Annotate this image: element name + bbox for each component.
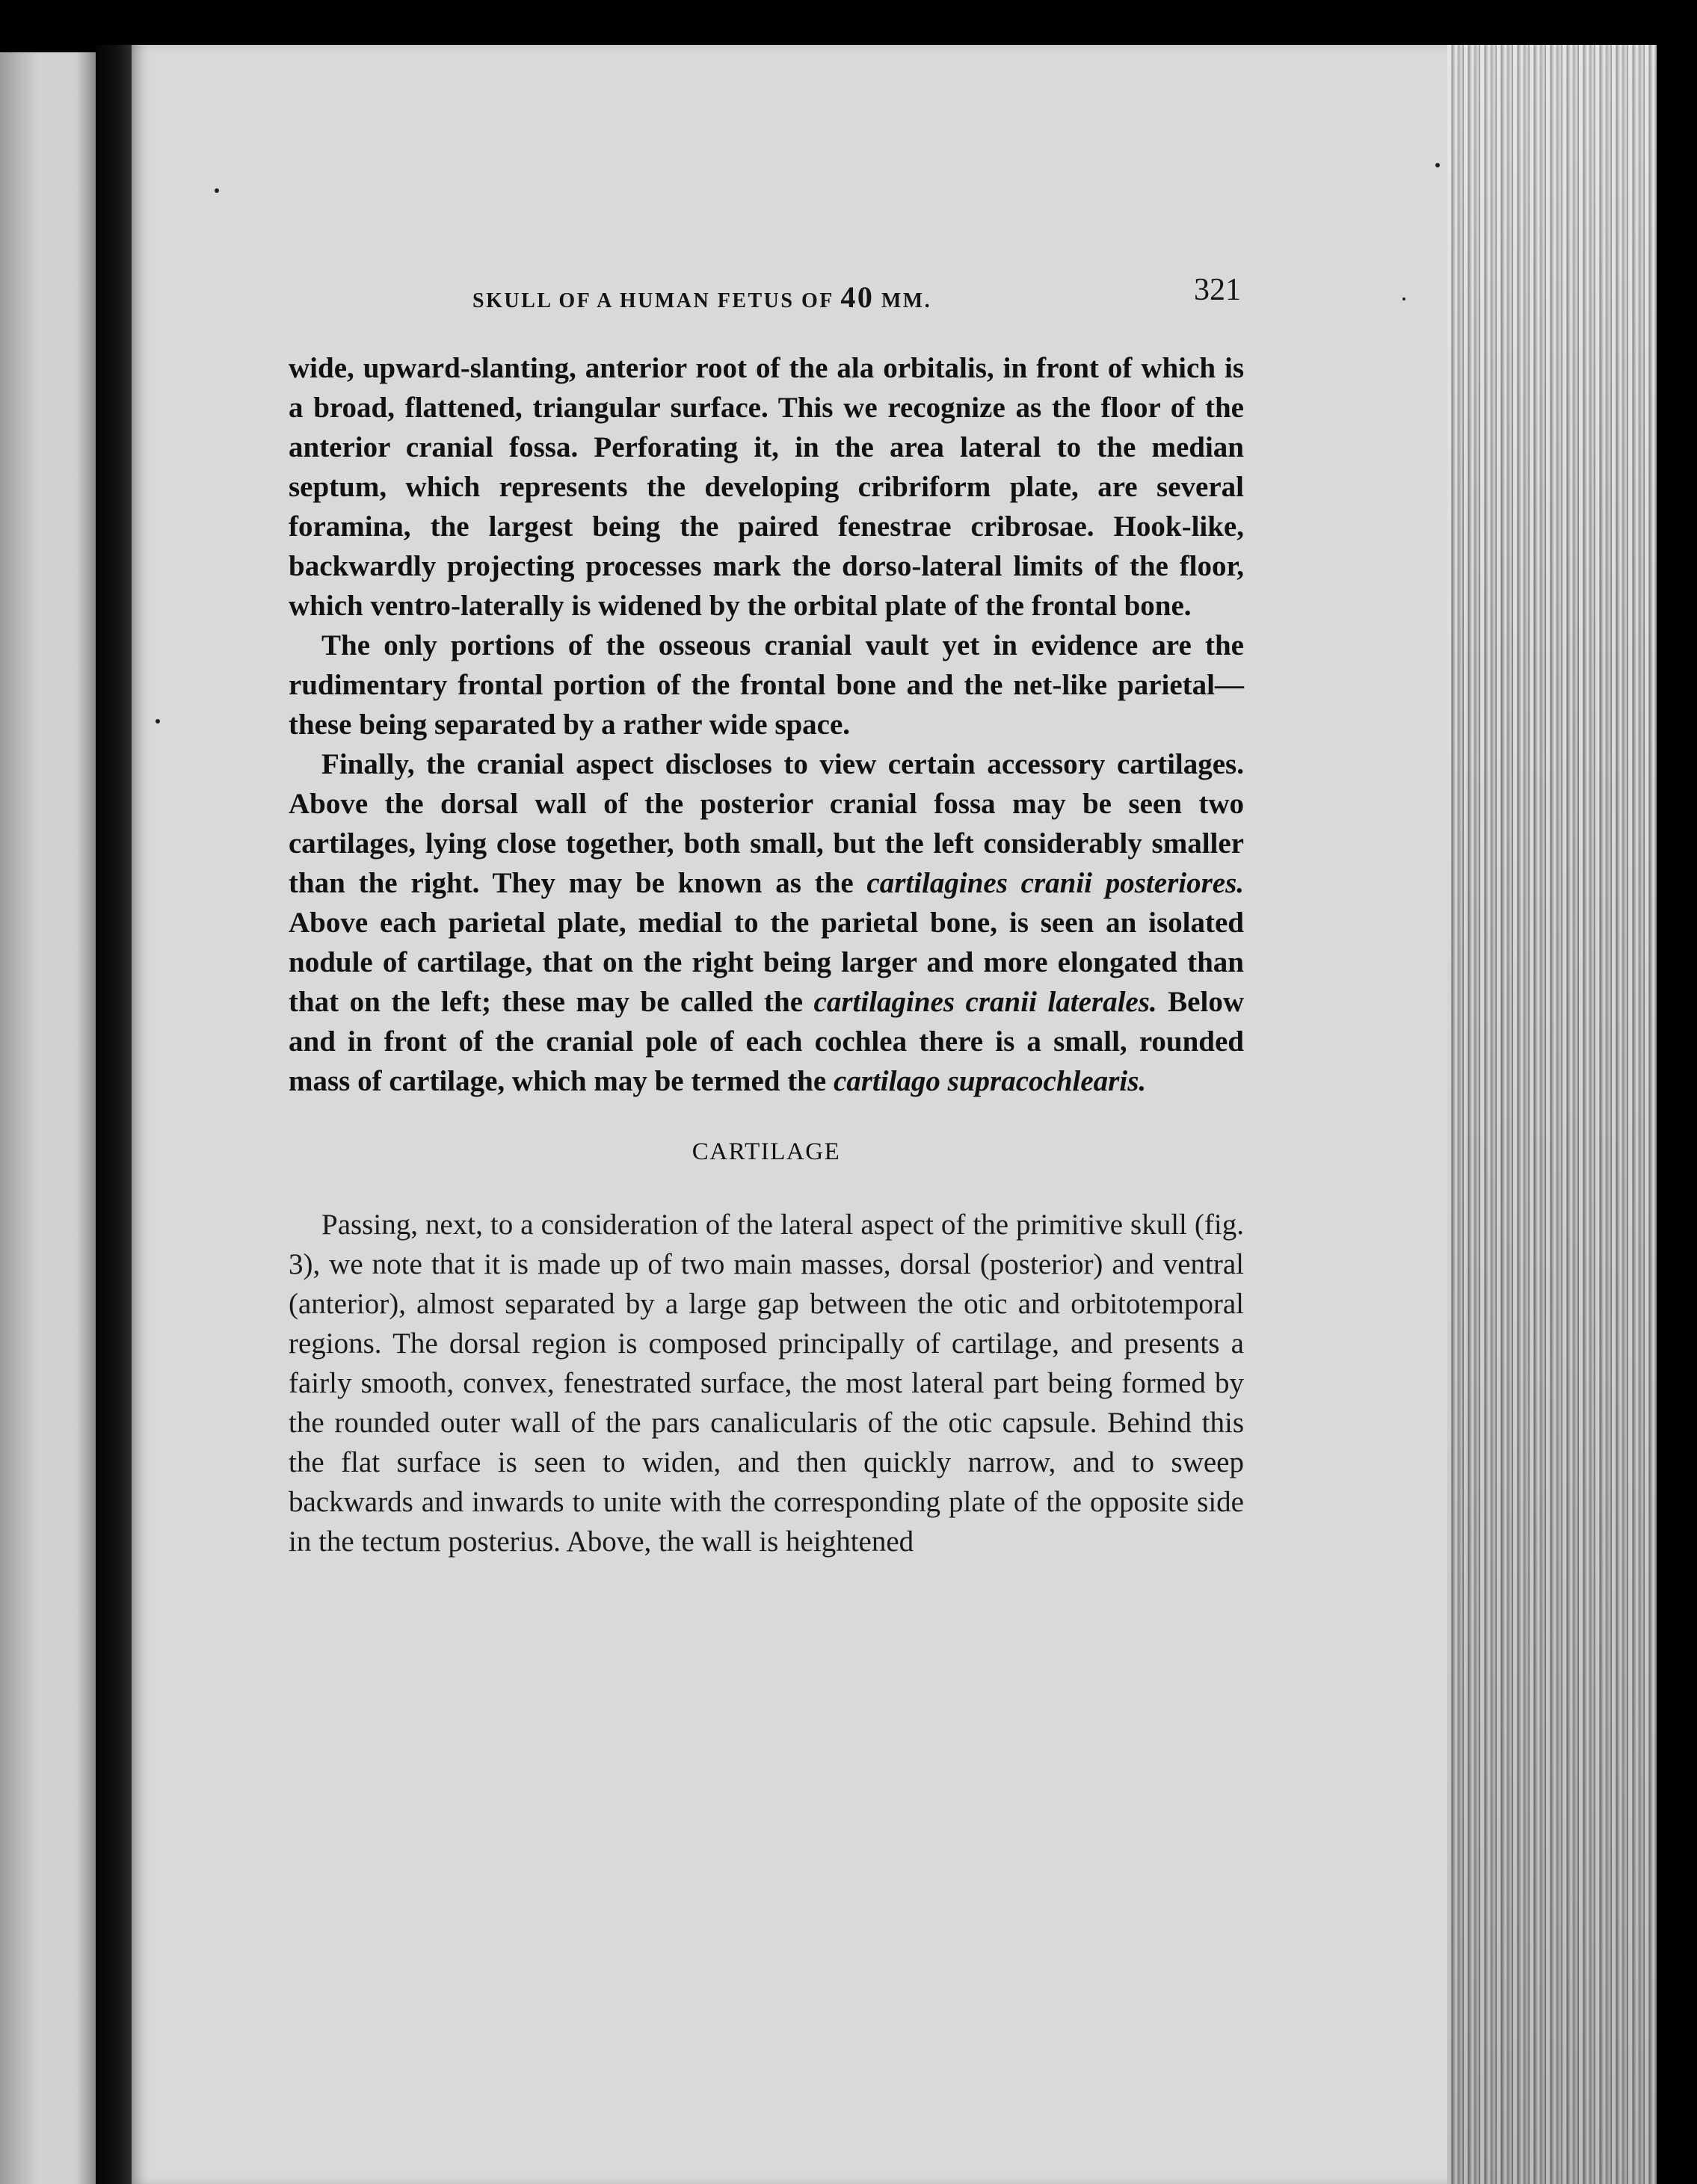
facing-page-sliver (0, 52, 96, 2184)
running-head-unit: MM. (881, 289, 932, 312)
term-cartilagines-cranii-posteriores: cartilagines cranii posteriores. (866, 867, 1244, 899)
page-number: 321 (1194, 273, 1241, 307)
running-head-title: SKULL OF A HUMAN FETUS OF (472, 289, 834, 312)
dust-speck (1435, 163, 1440, 167)
running-head (472, 280, 931, 315)
dust-speck (1402, 297, 1405, 300)
page-header (150, 273, 1241, 321)
body-text (289, 348, 1244, 1561)
section-heading: CARTILAGE (692, 1138, 841, 1165)
dust-speck (215, 188, 219, 193)
paragraph-3-text-2: Above each parietal plate, medial to the parietal bone, is seen an isolated nodule of cartilage, that on the right being larger and more elongated than that on the left; these may be called the (289, 907, 1244, 1018)
term-cartilago-supracochlearis: cartilago supracochlearis. (833, 1065, 1147, 1097)
dust-speck (155, 719, 160, 724)
paragraph-4: Passing, next, to a consideration of the lateral aspect of the primitive skull (fig. 3), we note that it is made up of two main masses, dorsal (posterior) and ventral (anterior), almost separated by a large gap between the otic and orbitotemporal regions. The dorsal region is composed principally of cartilage, and presents a fairly smooth, convex, fenestrated surface, the most lateral part being formed by the rounded outer wall of the pars canalicularis of the otic capsule. Behind this the flat surface is seen to widen, and then quickly narrow, and to sweep backwards and inwards to unite with the corresponding plate of the opposite side in the tectum posterius. Above, the wall is heightened (289, 1209, 1244, 1558)
paragraph-2: The only portions of the osseous cranial vault yet in evidence are the rudimentary frontal portion of the frontal bone and the net-like parietal—these being separated by a rather wide space. (289, 629, 1244, 741)
paragraph-3-text-1: Finally, the cranial aspect discloses to view certain accessory cartilages. Above the dorsal wall of the posterior cranial fossa may be seen two cartilages, lying close together, both small, but the left considerably smaller than the right. They may be known as the (289, 748, 1244, 899)
running-head-number: 40 (840, 280, 875, 314)
term-cartilagines-cranii-laterales: cartilagines cranii laterales. (813, 986, 1157, 1018)
paragraph-3-text-3: Below and in front of the cranial pole of each cochlea there is a small, rounded mass of cartilage, which may be termed the (289, 986, 1244, 1097)
book-gutter (96, 45, 132, 2184)
page-edges-shading (1447, 45, 1657, 2184)
paragraph-3 (289, 744, 1244, 1101)
paragraph-1: wide, upward-slanting, anterior root of the ala orbitalis, in front of which is a broad, flattened, triangular surface. This we recognize as the floor of the anterior cranial fossa. Perforating it, in the area lateral to the median septum, which represents the developing cribriform plate, are several foramina, the largest being the paired fenestrae cribrosae. Hook-like, backwardly projecting processes mark the dorso-lateral limits of the floor, which ventro-laterally is widened by the orbital plate of the frontal bone. (289, 352, 1244, 622)
